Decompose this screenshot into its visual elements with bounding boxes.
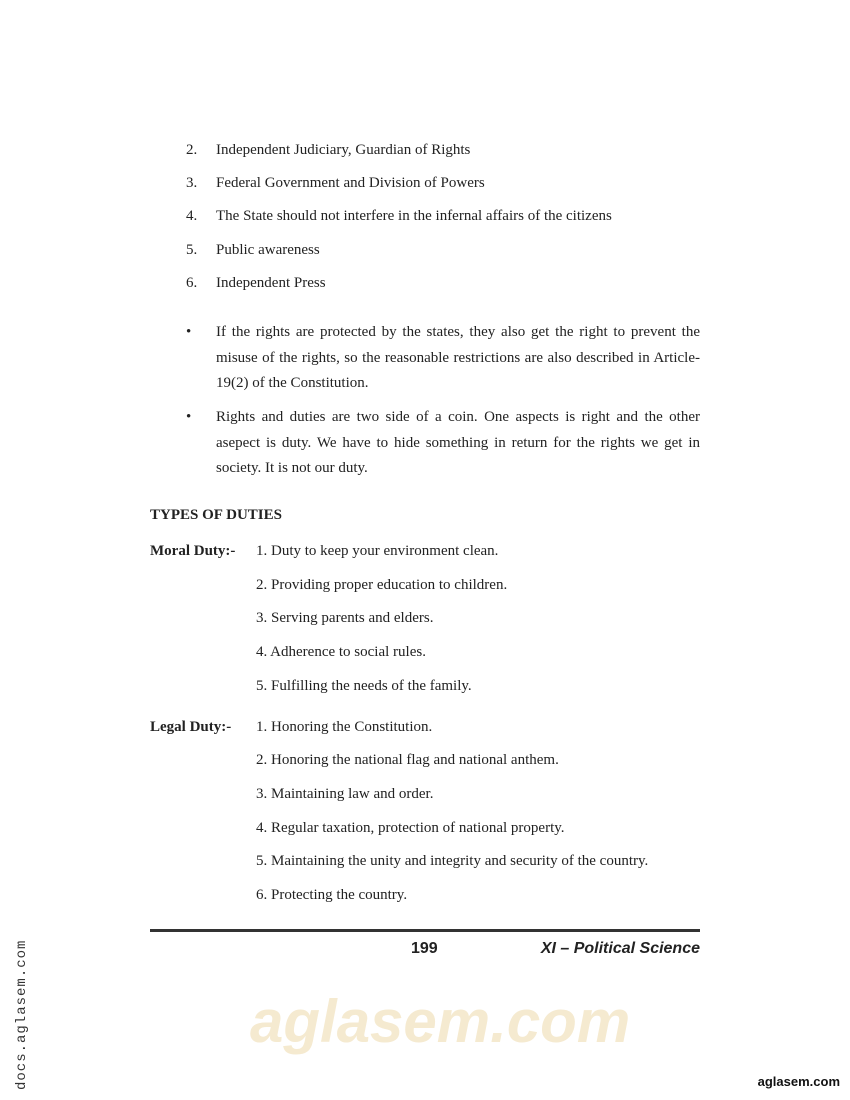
list-text: Federal Government and Division of Powers bbox=[216, 175, 485, 191]
list-number: 6. bbox=[186, 275, 198, 291]
legal-duty-item: 1. Honoring the Constitution. bbox=[256, 719, 433, 735]
moral-duty-item: 1. Duty to keep your environment clean. bbox=[256, 543, 499, 559]
list-text: Public awareness bbox=[216, 242, 320, 258]
side-watermark-text: docs.aglasem.com bbox=[14, 939, 30, 1090]
legal-duty-item: 2. Honoring the national flag and national anthem. bbox=[256, 752, 559, 768]
legal-duty-item: 3. Maintaining law and order. bbox=[256, 786, 434, 802]
legal-duty-item: 4. Regular taxation, protection of national property. bbox=[256, 820, 565, 836]
list-number: 4. bbox=[186, 208, 198, 224]
legal-duty-item: 6. Protecting the country. bbox=[256, 887, 408, 903]
list-text: Independent Judiciary, Guardian of Rights bbox=[216, 142, 471, 158]
page-number: 199 bbox=[411, 940, 438, 957]
footer-divider bbox=[150, 929, 700, 932]
bullet-paragraph: If the rights are protected by the states, they also get the right to prevent the misuse of the rights, so the reasonable restrictions are also described in Article-19(2) of the Constitution. bbox=[216, 324, 700, 391]
section-heading: TYPES OF DUTIES bbox=[150, 507, 282, 523]
brand-link[interactable]: aglasem.com bbox=[757, 1074, 840, 1089]
list-number: 5. bbox=[186, 242, 198, 258]
bullet-paragraph: Rights and duties are two side of a coin. One aspects is right and the other asepect is duty. We have to hide something in return for the rights we get in society. It is not our duty. bbox=[216, 409, 700, 476]
legal-duty-item: 5. Maintaining the unity and integrity and security of the country. bbox=[256, 853, 649, 869]
moral-duty-item: 4. Adherence to social rules. bbox=[256, 644, 426, 660]
footer-title: XI – Political Science bbox=[540, 940, 700, 957]
moral-duty-item: 3. Serving parents and elders. bbox=[256, 610, 434, 626]
list-number: 2. bbox=[186, 142, 198, 158]
moral-duty-label: Moral Duty:- bbox=[150, 543, 236, 559]
list-number: 3. bbox=[186, 175, 198, 191]
watermark: aglasem.com bbox=[250, 988, 631, 1055]
list-text: Independent Press bbox=[216, 275, 326, 291]
bullet-icon: • bbox=[186, 324, 192, 340]
moral-duty-item: 5. Fulfilling the needs of the family. bbox=[256, 678, 472, 694]
list-text: The State should not interfere in the infernal affairs of the citizens bbox=[216, 208, 612, 224]
legal-duty-label: Legal Duty:- bbox=[150, 719, 232, 735]
moral-duty-item: 2. Providing proper education to children. bbox=[256, 577, 508, 593]
bullet-icon: • bbox=[186, 409, 192, 425]
